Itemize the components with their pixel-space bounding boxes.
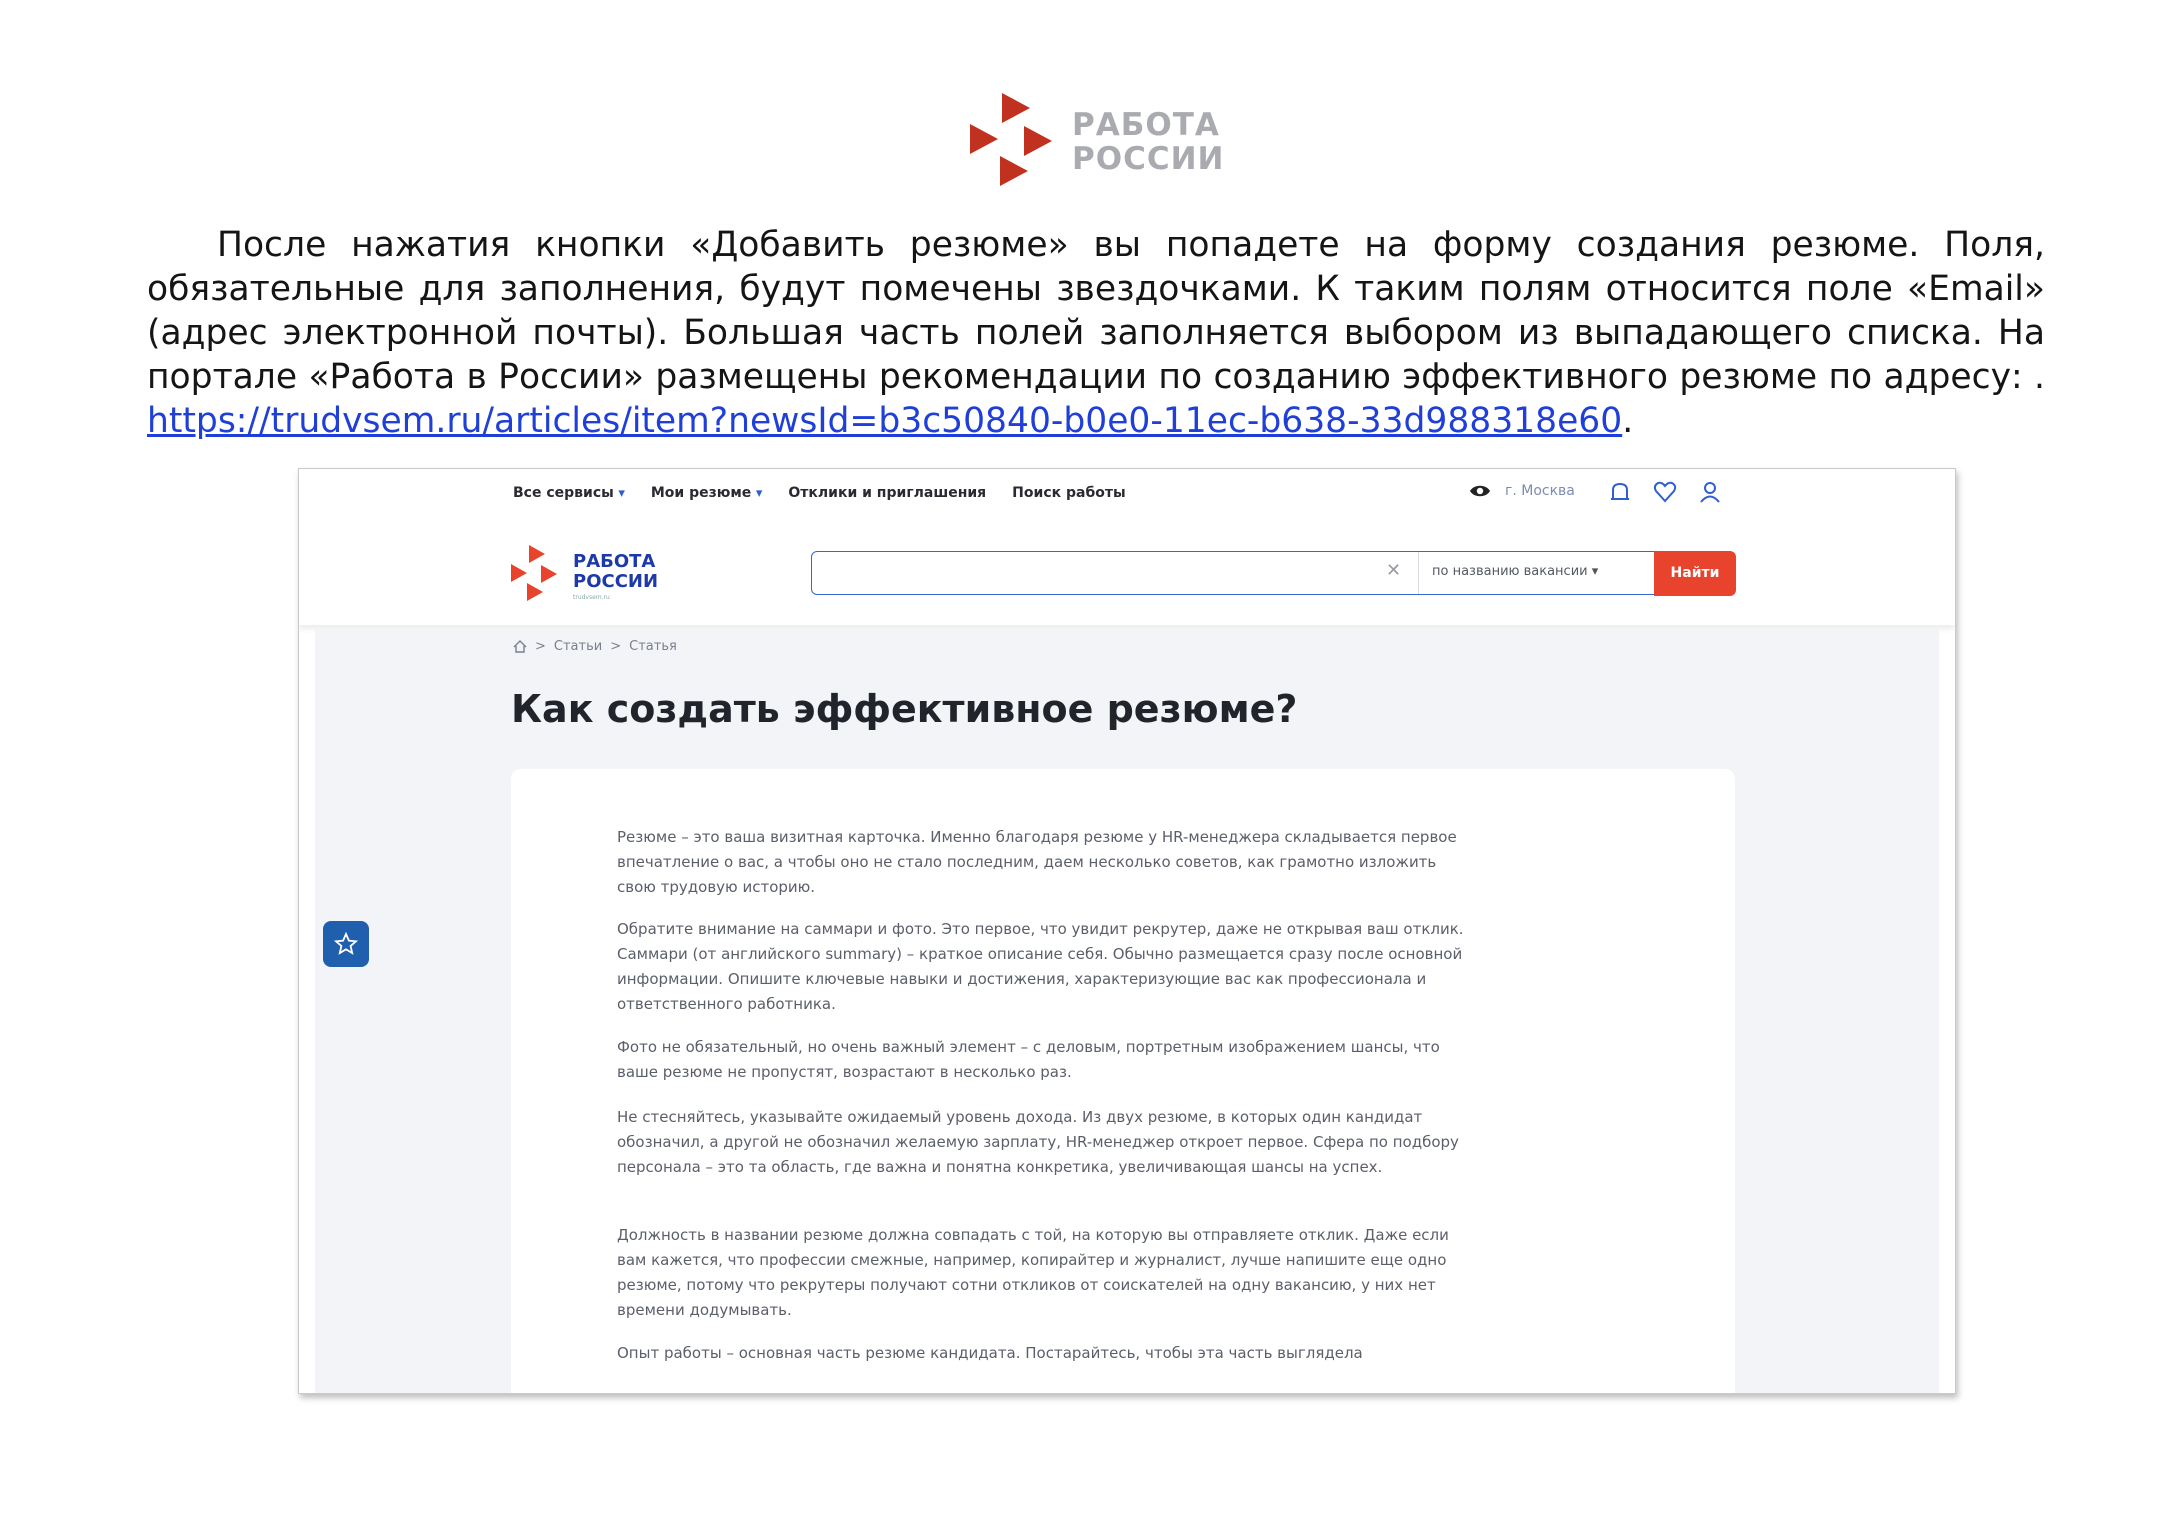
document-logo-line1: РАБОТА [1072, 107, 1220, 143]
breadcrumb-separator: > [535, 639, 546, 654]
logo-mark-icon [970, 88, 1070, 190]
breadcrumb [513, 639, 677, 654]
article-paragraph: Фото не обязательный, но очень важный элемент – с деловым, портретным изображением шансы, что ваше резюме не пропустят, возрастают в несколько раз. [617, 1038, 1440, 1081]
site-logo-line2: РОССИИ [573, 571, 659, 592]
document-logo-line2: РОССИИ [1072, 141, 1225, 177]
search-bar [811, 551, 1735, 595]
article-paragraph: Опыт работы – основная часть резюме кандидата. Постарайтесь, чтобы эта часть выглядела [617, 1344, 1363, 1362]
site-logo[interactable] [511, 543, 671, 603]
nav-all-services[interactable]: Все сервисы ▾ [513, 485, 625, 501]
page-title: Как создать эффективное резюме? [511, 687, 1298, 731]
close-icon[interactable]: ✕ [1386, 560, 1402, 581]
site-header [299, 521, 1955, 625]
site-logo-mark-icon [511, 543, 569, 603]
site-screenshot [298, 468, 1956, 1394]
search-separator [1418, 552, 1419, 594]
heart-icon[interactable] [1653, 481, 1677, 503]
top-navigation [513, 485, 1126, 501]
paragraph-tail: . [1622, 400, 1634, 441]
article-paragraph: Обратите внимание на саммари и фото. Это первое, что увидит рекрутер, даже не открывая ваш отклик. Саммари (от английского summary) – краткое описание себя. Обычно размещается сразу после основной информации. Опишите ключевые навыки и достижения, характеризующие вас как профессионала и ответственного работника. [617, 920, 1464, 1013]
article-card [511, 769, 1735, 1394]
site-topbar [299, 469, 1955, 522]
breadcrumb-article: Статья [629, 639, 677, 654]
star-icon [334, 932, 358, 956]
search-button[interactable]: Найти [1654, 551, 1736, 596]
breadcrumb-articles[interactable]: Статьи [553, 639, 603, 654]
user-icon[interactable] [1699, 481, 1721, 503]
home-icon[interactable] [513, 640, 527, 653]
city-selector[interactable] [1469, 483, 1575, 499]
instruction-paragraph [147, 223, 2045, 443]
user-icons [1609, 481, 1721, 505]
nav-my-resumes[interactable]: Мои резюме ▾ [651, 485, 763, 501]
favorite-button[interactable] [323, 921, 369, 967]
article-paragraph: Резюме – это ваша визитная карточка. Именно благодаря резюме у HR-менеджера складывается первое впечатление о вас, а чтобы оно не стало последним, даем несколько советов, как грамотно изложить свою трудовую историю. [617, 828, 1457, 896]
article-paragraph: Не стесняйтесь, указывайте ожидаемый уровень дохода. Из двух резюме, в которых один кандидат обозначил, а другой не обозначил желаемую зарплату, HR-менеджер откроет первое. Сфера по подбору персонала – это та область, где важна и понятна конкретика, увеличивающая шансы на успех. [617, 1108, 1459, 1176]
nav-job-search[interactable]: Поиск работы [1012, 485, 1126, 501]
site-logo-line3: trudvsem.ru [573, 594, 610, 601]
eye-icon[interactable] [1469, 483, 1491, 499]
city-label: г. Москва [1505, 483, 1575, 499]
articles-link[interactable]: https://trudvsem.ru/articles/item?newsId=b3c50840-b0e0-11ec-b638-33d988318e60 [147, 400, 1623, 441]
breadcrumb-separator: > [610, 639, 622, 654]
site-logo-line1: РАБОТА [573, 551, 656, 572]
nav-responses[interactable]: Отклики и приглашения [788, 485, 987, 501]
paragraph-text: После нажатия кнопки «Добавить резюме» вы попадете на форму создания резюме. Поля, обязательные для заполнения, будут помечены звездочками. К таким полям относится поле «Email» (адрес электронной почты). Большая часть полей заполняется выбором из выпадающего списка. На портале «Работа в России» размещены рекомендации по созданию эффективного резюме по адресу: . [147, 224, 2045, 397]
bell-icon[interactable] [1609, 481, 1631, 505]
article-paragraph: Должность в названии резюме должна совпадать с той, на которую вы отправляете отклик. Даже если вам кажется, что профессии смежные, например, копирайтер и журналист, лучше напишите еще одно резюме, потому что рекрутеры получают сотни откликов от соискателей на одну вакансию, у них нет времени додумывать. [617, 1226, 1449, 1319]
document-logo [970, 88, 1225, 190]
search-mode-select[interactable]: по названию вакансии ▾ [1432, 564, 1598, 579]
